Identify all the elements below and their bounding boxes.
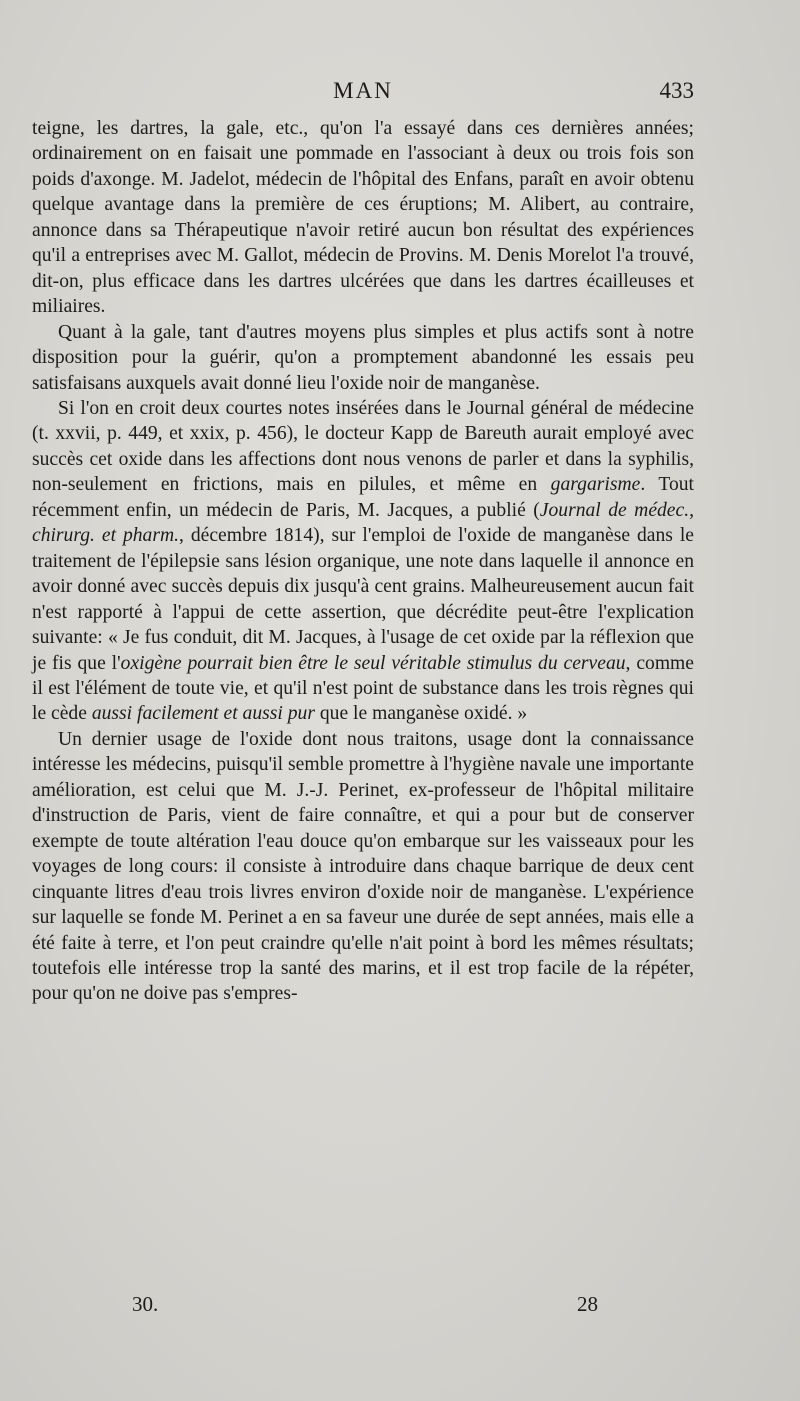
paragraph-text: , décembre 1814), sur l'emploi de l'oxide de manganèse dans le traitement de l'épilepsie sans lésion organique, une note dans laquelle il annonce en avoir donné avec succès depuis dix jusqu'à cent grains. Malheureusement aucun fait n'est rapporté à l'appui de cette assertion, que décrédite peut-être l'explication suivante: « Je fus conduit, dit M. Jacques, à l'usage de cet oxide par la réflexion que je fis que l' — [32, 525, 694, 674]
running-title: MAN — [333, 78, 393, 103]
italic-text: aussi facilement et aussi pur — [91, 703, 315, 725]
page-header — [32, 78, 694, 112]
paragraph-text: teigne, les dartres, la gale, etc., qu'on l'a essayé dans ces dernières années; ordinairement on en faisait une pommade en l'associant à deux ou trois fois son poids d'axonge. M. Jadelot, médecin de l'hôpital des Enfans, paraît en avoir obtenu quelque avantage dans la première de ces éruptions; M. Alibert, au contraire, annonce dans sa Thérapeutique n'avoir retiré aucun bon résultat des expériences qu'il a entreprises avec M. Gallot, médecin de Provins. M. Denis Morelot l'a trouvé, dit-on, plus efficace dans les dartres ulcérées que dans les dartres écailleuses et miliaires. — [32, 118, 694, 318]
paragraph-text: Un dernier usage de l'oxide dont nous traitons, usage dont la connaissance intéresse les médecins, puisqu'il semble promettre à l'hygiène navale une importante amélioration, est celui que M. J.-J. Perinet, ex-professeur de l'hôpital militaire d'instruction de Paris, vient de faire connaître, et qui a pour but de conserver exempte de toute altération l'eau douce qu'on embarque sur les vaisseaux pour les voyages de long cours: il consiste à introduire dans chaque barrique de deux cent cinquante litres d'eau trois livres environ d'oxide noir de manganèse. L'expérience sur laquelle se fonde M. Perinet a en sa faveur une durée de sept années, mais elle a été faite à terre, et l'on peut craindre qu'elle n'ait point à bord les mêmes résultats; toutefois elle intéresse trop la santé des marins, et il est trop facile de la répéter, pour qu'on ne doive pas s'empres- — [32, 728, 694, 1005]
paragraph — [32, 320, 694, 396]
paragraph-text: Si l'on en croit deux courtes notes insérées dans le Journal général de médecine (t. xxvii, p. 449, et xxix, p. 456), le docteur Kapp de Bareuth aurait employé avec succès cet oxide dans les affections dont nous venons de parler et dans la syphilis, non-seulement en frictions, mais en pilules, et même en — [32, 397, 694, 496]
paragraph-text: , comme il est l'élément de toute vie, et qu'il n'est point de substance dans les trois règnes qui le cède — [32, 652, 694, 725]
paragraph-text: . Tout récemment enfin, un médecin de Paris, M. Jacques, a publié ( — [32, 474, 694, 521]
page-footer — [32, 1292, 694, 1322]
paragraph — [32, 116, 694, 320]
paragraph — [32, 396, 694, 727]
body-text — [32, 116, 694, 1007]
paragraph-text: que le manganèse oxidé. » — [314, 703, 528, 725]
volume-signature: 30. — [132, 1292, 159, 1316]
page-number: 433 — [659, 78, 694, 103]
gathering-signature: 28 — [577, 1292, 598, 1316]
paragraph-text: Quant à la gale, tant d'autres moyens plus simples et plus actifs sont à notre disposition pour la guérir, qu'on a promptement abandonné les essais peu satisfaisans auxquels avait donné lieu l'oxide noir de manganèse. — [32, 321, 694, 394]
paragraph — [32, 727, 694, 1007]
italic-text: Journal de médec., chirurg. et pharm. — [32, 499, 694, 547]
italic-text: gargarisme — [550, 474, 641, 496]
italic-text: oxigène pourrait bien être le seul véritable stimulus du cerveau — [120, 652, 626, 674]
